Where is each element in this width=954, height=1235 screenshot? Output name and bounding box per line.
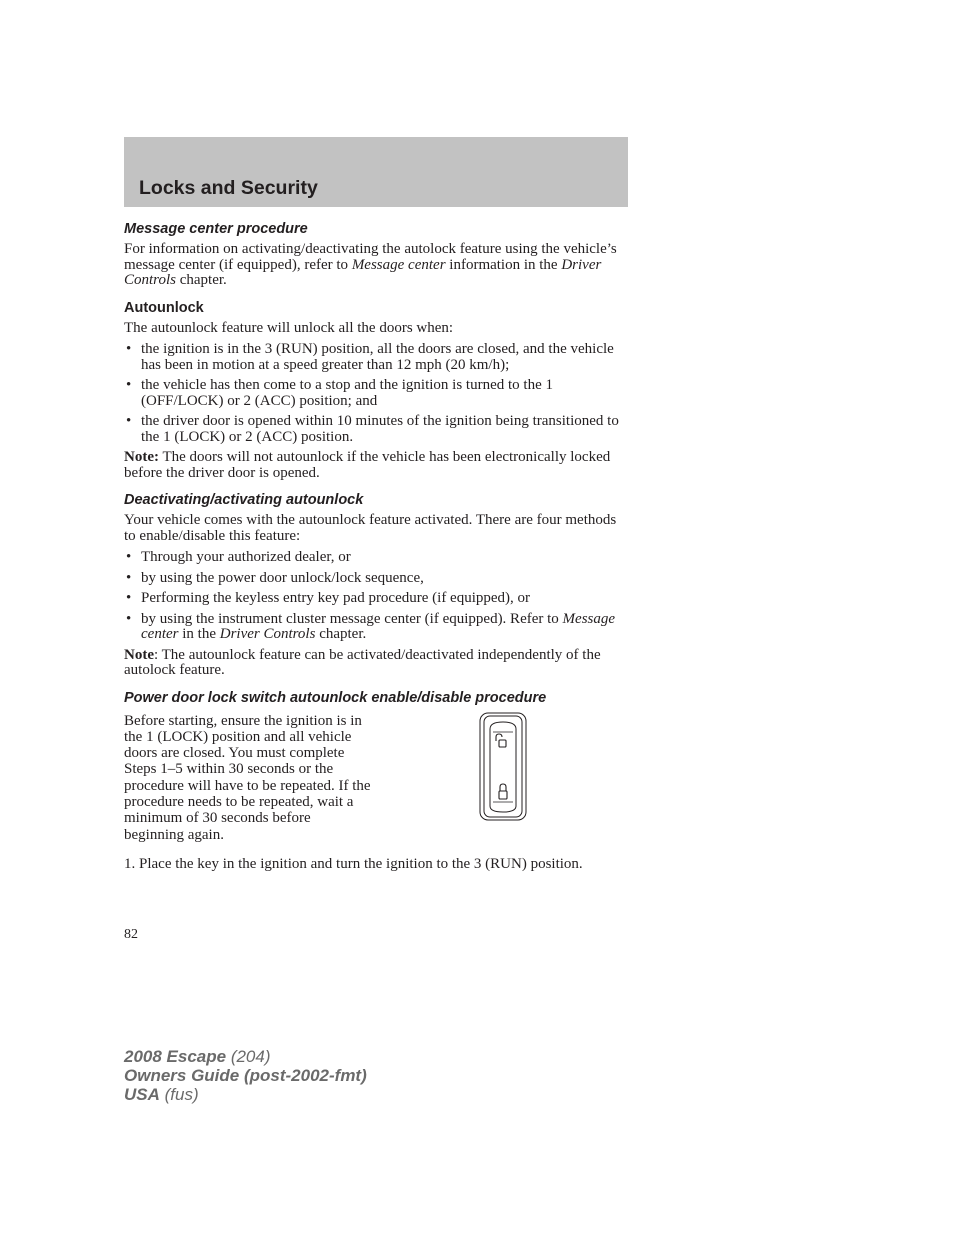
heading-procedure: Power door lock switch autounlock enable/disable procedure [124,689,547,706]
text-run: chapter. [315,626,367,642]
heading-autounlock: Autounlock [124,299,204,316]
footer-guide: Owners Guide (post-2002-fmt) [124,1066,367,1085]
ref-message-center: Message center [141,610,616,642]
section-header-band [124,137,628,207]
methods-list [124,550,628,643]
list-item: • Performing the keyless entry key pad procedure (if equipped), or [124,591,628,607]
text-run: in the [178,626,220,642]
paragraph-message-center [124,242,628,289]
autounlock-conditions-list [124,342,628,445]
footer-line-3 [124,1085,367,1104]
section-title: Locks and Security [139,177,318,199]
note-label: Note [124,646,154,663]
ref-driver-controls: Driver Controls [124,256,602,288]
paragraph-autounlock-intro: The autounlock feature will unlock all the doors when: [124,319,454,336]
power-door-lock-switch-figure [479,712,529,822]
footer-line-2 [124,1066,367,1085]
note-label: Note: [124,449,159,465]
footer-edition-info [124,1047,367,1104]
paragraph-step-1: 1. Place the key in the ignition and turn the ignition to the 3 (RUN) position. [124,855,583,872]
ref-driver-controls: Driver Controls [219,626,316,642]
list-item: • the vehicle has then come to a stop and the ignition is turned to the 1 (OFF/LOCK) or 2 (ACC) position; and [124,378,628,409]
footer-market-code: (fus) [159,1085,199,1104]
footer-model-code: (204) [226,1047,271,1066]
note-text: : The autounlock feature can be activated/deactivated independently of the autolock feature. [124,646,601,678]
text-run: chapter. [175,272,227,288]
note-text: The doors will not autounlock if the vehicle has been electronically locked before the driver door is opened. [124,449,611,481]
note-deactivating [124,648,628,679]
list-item: • by using the power door unlock/lock sequence, [124,571,628,587]
note-autounlock [124,450,628,481]
footer-model: 2008 Escape [124,1047,227,1066]
footer-market: USA [124,1085,160,1104]
heading-deactivating: Deactivating/activating autounlock [124,492,364,508]
page-number: 82 [124,927,138,942]
list-item: • Through your authorized dealer, or [124,550,628,566]
list-item: • the ignition is in the 3 (RUN) position, all the doors are closed, and the vehicle has been in motion at a speed greater than 12 mph (20 km/h); [124,342,628,373]
paragraph-deactivating-intro: Your vehicle comes with the autounlock feature activated. There are four methods to enable/disable this feature: [124,512,617,544]
text-run: information in the [445,256,562,273]
text-run: by using the instrument cluster message center (if equipped). Refer to [141,610,563,627]
page-content [124,220,628,878]
paragraph-procedure: Before starting, ensure the ignition is in the 1 (LOCK) position and all vehicle doors are closed. You must complete Steps 1–5 within 30 seconds or the procedure will have to be repeated. If the procedure needs to be repeated, wait a minimum of 30 seconds before beginning again. [124,712,371,843]
list-item [124,612,628,643]
ref-message-center: Message center [351,256,446,273]
procedure-block [124,711,628,857]
heading-message-center: Message center procedure [124,221,308,237]
list-item: • the driver door is opened within 10 minutes of the ignition being transitioned to the 1 (LOCK) or 2 (ACC) position. [124,414,628,445]
footer-line-1 [124,1047,367,1066]
text-run: For information on activating/deactivating the autolock feature using the vehicle’s message center (if equipped), refer to [124,241,617,273]
